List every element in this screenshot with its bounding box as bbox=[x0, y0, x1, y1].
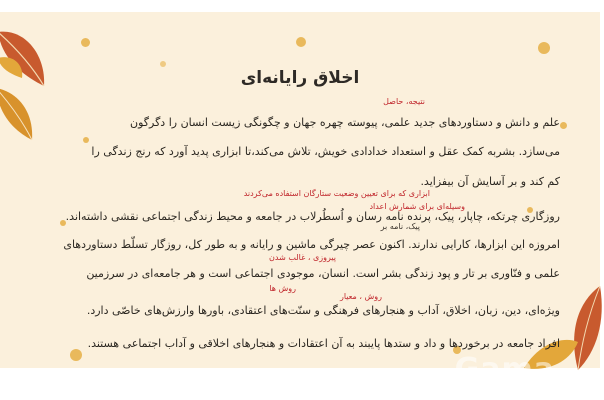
decorative-dot bbox=[160, 61, 166, 67]
paragraph-line: ویژه‌ای، دین، زبان، اخلاق، آداب و هنجارهای فرهنگی و سنّت‌های اعتقادی، باورها وارزش‌های خاصّی دارد. bbox=[86, 304, 560, 317]
decorative-dot bbox=[538, 42, 550, 54]
paragraph-line: می‌سازد. بشربه کمک عقل و استعداد خدادادی خویش، تلاش می‌کند،تا ابزاری پدید آورد که رنج زندگی را bbox=[91, 145, 560, 158]
paragraph-line: روزگاری چرتکه، چاپار، پیک، پرنده نامه رسان و اُسطُرلاب در جامعه و محیط زندگی اجتماعی نقشی داشته‌اند. bbox=[65, 210, 560, 223]
decorative-dot bbox=[70, 349, 82, 361]
paragraph-line: کم کند و بر آسایش آن بیفزاید. bbox=[420, 175, 560, 188]
paragraph-line: امروزه این ابزارها، کارایی ندارند. اکنون عصر چیرگی ماشین و رایانه و به طور کل، روزگار تسلّط دستاوردهای bbox=[63, 238, 560, 251]
note-astrolabe: ابزاری که برای تعیین وضعیت ستارگان استفاده می‌کردند bbox=[243, 189, 430, 198]
note-abacus: وسیله‌ای برای شمارش اعداد bbox=[369, 202, 465, 211]
paragraph-line: علم و دانش و دستاوردهای جدید علمی، پیوسته چهره جهان و چگونگی زیست انسان را دگرگون bbox=[130, 116, 560, 129]
paragraph-line: علمی و فنّاوری بر تار و پود زندگی بشر است. انسان، موجودی اجتماعی است و هر جامعه‌ای در سرزمین bbox=[86, 267, 560, 280]
slide bbox=[0, 12, 600, 387]
decorative-dot bbox=[81, 38, 90, 47]
autumn-leaf-icon bbox=[0, 84, 38, 144]
note-courier: پیک، نامه بر bbox=[380, 222, 420, 231]
watermark-logo: Gama bbox=[454, 352, 555, 387]
paragraph-line: افراد جامعه در برخوردها و داد و ستدها پایبند به آن اعتقادات و هنجارهای اخلاقی و آداب اجتماعی هستند. bbox=[87, 337, 560, 350]
note-criteria: روش ، معیار bbox=[339, 292, 382, 301]
note-domination: پیروزی ، غالب شدن bbox=[269, 253, 336, 262]
decorative-dot bbox=[83, 137, 89, 143]
decorative-dot bbox=[560, 122, 567, 129]
note-methods: روش ها bbox=[269, 284, 296, 293]
page-title: اخلاق رایانه‌ای bbox=[240, 68, 360, 88]
note-result: نتیجه، حاصل bbox=[383, 97, 425, 106]
decorative-dot bbox=[296, 37, 306, 47]
